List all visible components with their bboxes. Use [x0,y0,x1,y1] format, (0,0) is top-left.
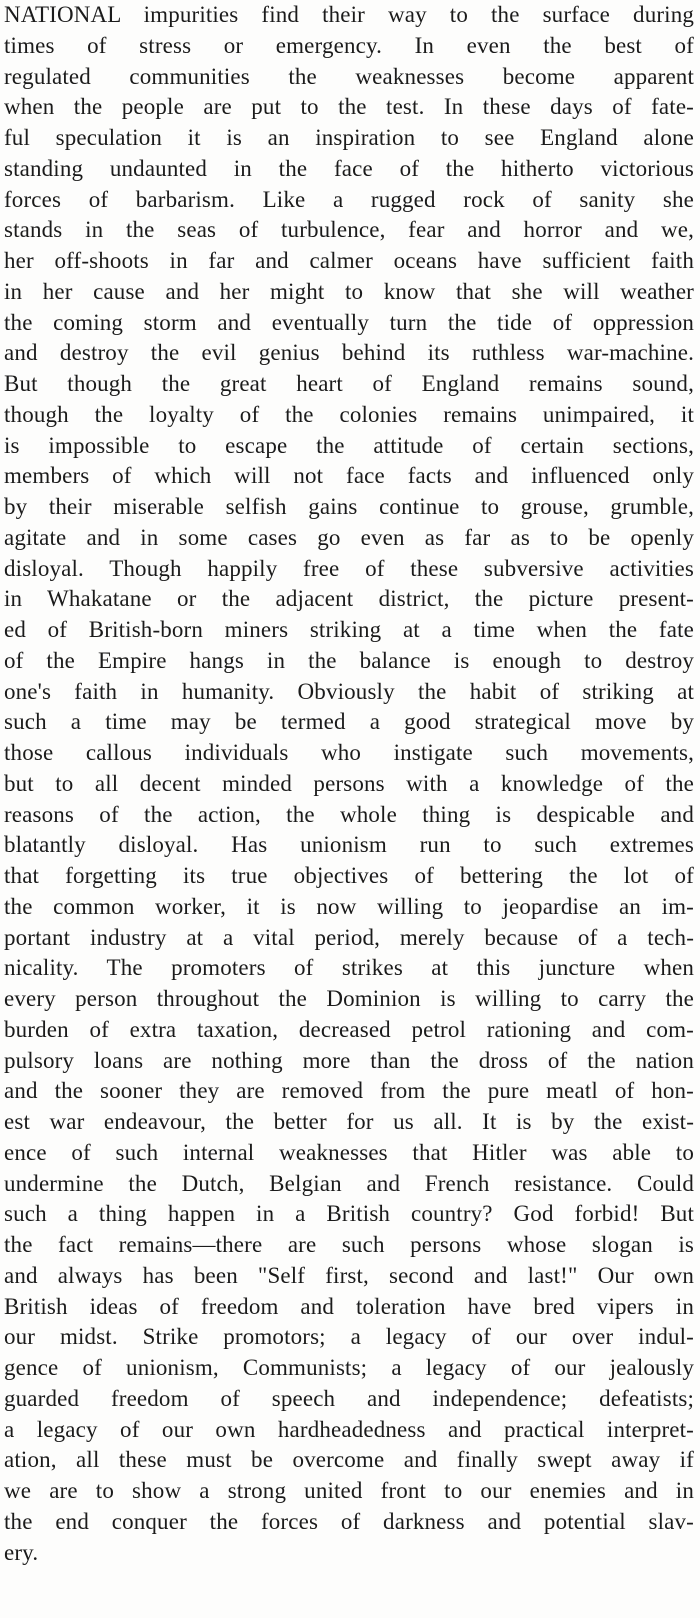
text-line: blatantly disloyal. Has unionism run to such extremes [4,832,694,858]
text-line: the end conquer the forces of darkness and potential slav- [4,1508,694,1534]
text-line: times of stress or emergency. In even the best of [4,32,694,58]
text-line: of the Empire hangs in the balance is enough to destroy [4,647,694,673]
text-line: is impossible to escape the attitude of certain sections, [4,432,694,458]
text-line: the fact remains—there are such persons whose slogan is [4,1232,694,1257]
text-line: when the people are put to the test. In these days of fate- [4,94,694,120]
text-line: reasons of the action, the whole thing is despicable and [4,801,694,827]
text-line: such a time may be termed a good strategical move by [4,709,694,735]
text-line: that forgetting its true objectives of bettering the lot of [4,863,694,888]
text-line: burden of extra taxation, decreased petrol rationing and com- [4,1016,694,1042]
text-line: ful speculation it is an inspiration to see England alone [4,125,694,150]
text-line: by their miserable selfish gains continue to grouse, grumble, [4,494,694,519]
text-line: and destroy the evil genius behind its ruthless war-machine. [4,340,694,366]
text-line: agitate and in some cases go even as far as to be openly [4,524,694,550]
text-line: we are to show a strong united front to our enemies and in [4,1478,694,1503]
text-line: nicality. The promoters of strikes at this juncture when [4,955,694,981]
text-line: ation, all these must be overcome and finally swept away if [4,1447,694,1473]
text-line: portant industry at a vital period, merely because of a tech- [4,924,694,950]
text-line: undermine the Dutch, Belgian and French resistance. Could [4,1170,694,1196]
text-line: one's faith in humanity. Obviously the habit of striking at [4,678,694,704]
text-line: but to all decent minded persons with a knowledge of the [4,770,694,796]
text-line: British ideas of freedom and toleration have bred vipers in [4,1293,694,1319]
text-line: pulsory loans are nothing more than the dross of the nation [4,1047,694,1073]
article-body [4,0,694,1568]
text-line: ed of British-born miners striking at a time when the fate [4,617,694,642]
text-line: disloyal. Though happily free of these subversive activities [4,555,694,581]
text-line: standing undaunted in the face of the hitherto victorious [4,155,694,181]
text-line: in her cause and her might to know that she will weather [4,278,694,304]
text-line: regulated communities the weaknesses become apparent [4,63,694,89]
text-line: those callous individuals who instigate such movements, [4,740,694,765]
text-line: her off-shoots in far and calmer oceans have sufficient faith [4,248,694,273]
text-line: the coming storm and eventually turn the tide of oppression [4,309,694,335]
text-line: members of which will not face facts and influenced only [4,463,694,489]
text-line: guarded freedom of speech and independence; defeatists; [4,1385,694,1411]
text-line: our midst. Strike promotors; a legacy of our over indul- [4,1324,694,1350]
text-line: ence of such internal weaknesses that Hitler was able to [4,1139,694,1165]
text-line: the common worker, it is now willing to jeopardise an im- [4,893,694,919]
text-line: stands in the seas of turbulence, fear and horror and we, [4,217,694,243]
text-line: and always has been "Self first, second and last!" Our own [4,1262,694,1288]
text-line: a legacy of our own hardheadedness and practical interpret- [4,1416,694,1442]
text-line: forces of barbarism. Like a rugged rock of sanity she [4,186,694,212]
text-line: est war endeavour, the better for us all. It is by the exist- [4,1109,694,1134]
text-line: every person throughout the Dominion is willing to carry the [4,986,694,1011]
text-line: gence of unionism, Communists; a legacy of our jealously [4,1355,694,1380]
text-line: such a thing happen in a British country? God forbid! But [4,1201,694,1227]
text-line: though the loyalty of the colonies remains unimpaired, it [4,401,694,427]
text-line: and the sooner they are removed from the pure meatl of hon- [4,1078,694,1104]
text-line: NATIONAL impurities find their way to the surface during [4,2,694,27]
text-line: in Whakatane or the adjacent district, the picture present- [4,586,694,612]
text-line: ery. [4,1539,39,1565]
text-line: But though the great heart of England remains sound, [4,371,694,396]
